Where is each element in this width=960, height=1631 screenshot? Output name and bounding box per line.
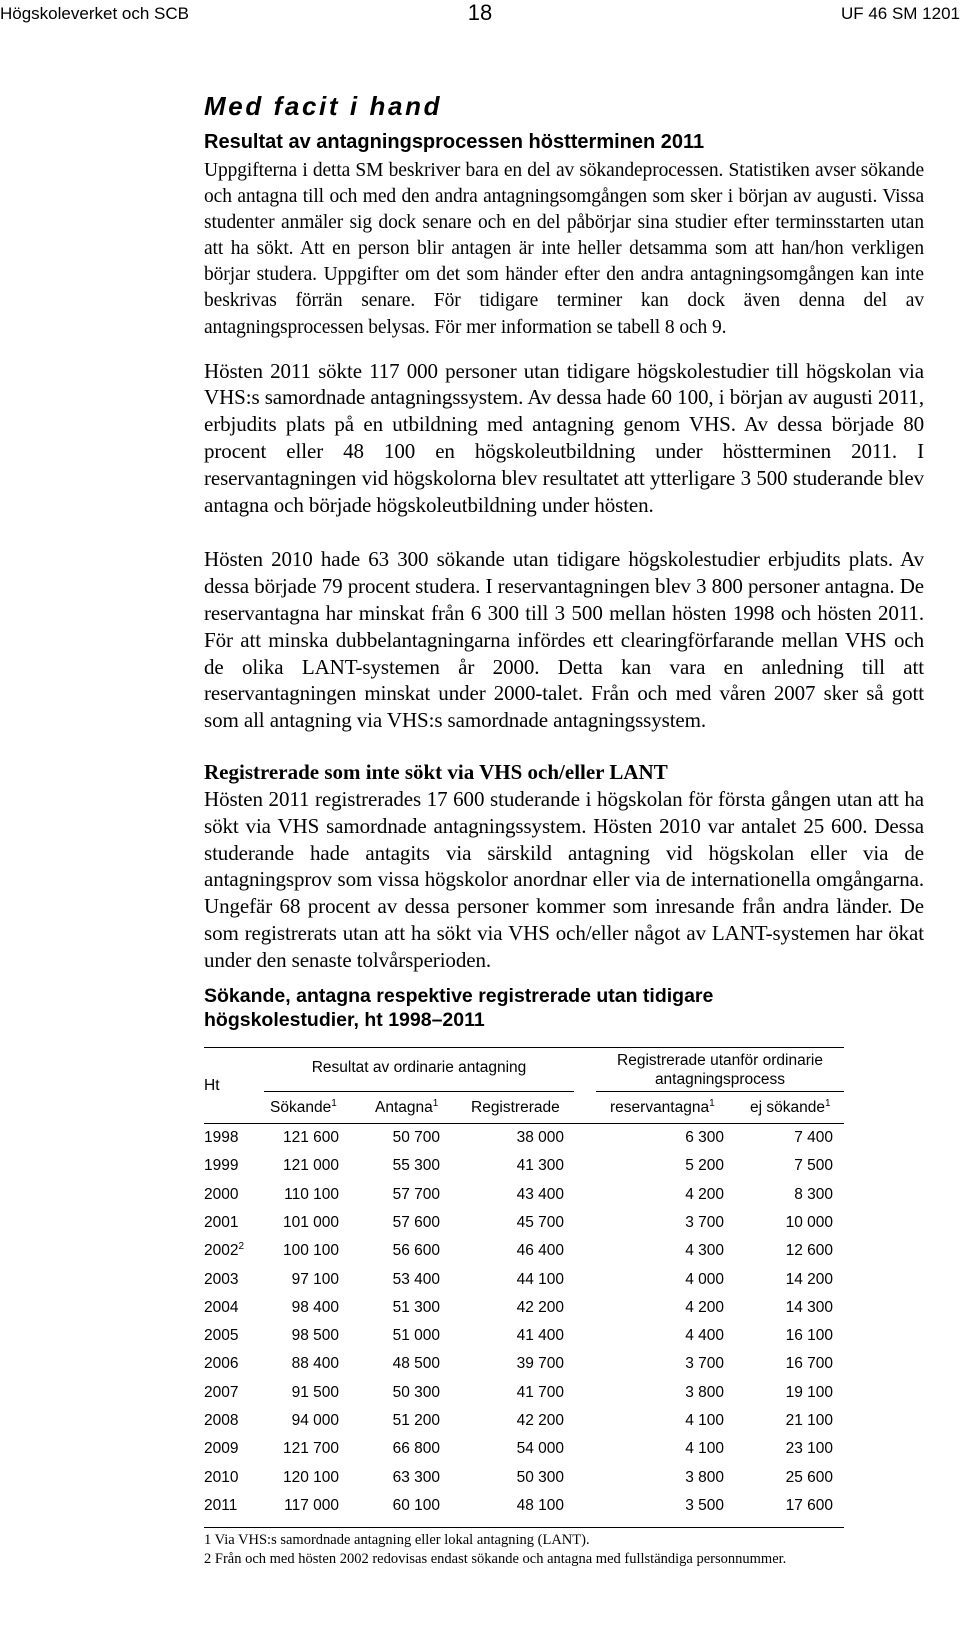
cell-antagna: 53 400 <box>392 1270 440 1288</box>
cell-antagna: 48 500 <box>392 1355 440 1373</box>
cell-ej: 14 300 <box>785 1298 833 1316</box>
cell-sokande: 121 600 <box>282 1129 339 1146</box>
cell-ht: 2004 <box>204 1298 239 1316</box>
page-header <box>0 0 960 28</box>
footnote-1: 1 Via VHS:s samordnade antagning eller lokal antagning (LANT). <box>204 1532 590 1548</box>
column-header-reservantagna: reservantagna$^1$ <box>610 1097 715 1116</box>
cell-sokande: 91 500 <box>291 1383 339 1401</box>
section-heading: Registrerade som inte sökt via VHS och/eller LANT <box>204 760 668 785</box>
cell-ej: 14 200 <box>785 1270 833 1288</box>
cell-antagna: 51 300 <box>392 1298 440 1316</box>
cell-sokande: 117 000 <box>284 1496 339 1514</box>
cell-antagna: 60 100 <box>392 1496 440 1514</box>
column-header-antagna: Antagna$^1$ <box>375 1097 439 1116</box>
table-row <box>204 1497 844 1517</box>
cell-registrerade: 41 700 <box>516 1383 564 1401</box>
group-rule-ordinarie <box>264 1091 574 1092</box>
cell-ht: 2003 <box>204 1270 239 1288</box>
cell-antagna: 57 700 <box>392 1185 440 1203</box>
paragraph-4: Hösten 2011 registrerades 17 600 studerande i högskolan för första gången utan att ha sökt via VHS samordnade antagningssystem. Hösten 2010 var antalet 25 600. Dessa studerande hade antagits via särskild antagning vid högskolan eller via de antagningsprov som vissa högskolor anordnar eller via de internationella omgångarna. Ungefär 68 procent av dessa personer kommer som inresande från andra länder. De som registrerats utan att ha sökt via VHS och/eller något av LANT-systemen har ökat under den senaste tolvårsperioden. <box>204 787 924 972</box>
column-header-ht: Ht <box>204 1077 220 1094</box>
cell-ht: 2002$^2$ <box>204 1241 245 1260</box>
cell-registrerade: 42 200 <box>516 1298 564 1316</box>
cell-reserv: 3 500 <box>685 1496 724 1514</box>
cell-ht: 2005 <box>204 1327 239 1345</box>
paragraph-2: Hösten 2011 sökte 117 000 personer utan tidigare högskolestudier till högskolan via VHS:s samordnade antagningssystem. Av dessa hade 60 100, i början av augusti 2011, erbjudits plats på en utbildning med antagning genom VHS. Av dessa började 80 procent eller 48 100 en högskoleutbildning under höstterminen 2011. I reservantagningen vid högskolorna blev resultatet att ytterligare 3 500 studerande blev antagna och började högskoleutbildning under hösten. <box>204 358 924 517</box>
column-header-registrerade: Registrerade <box>471 1099 560 1116</box>
cell-ej: 21 100 <box>785 1412 833 1429</box>
cell-ej: 16 100 <box>785 1327 833 1345</box>
cell-reserv: 4 300 <box>685 1242 724 1260</box>
main-content <box>204 86 924 1032</box>
table-row <box>204 1129 844 1149</box>
column-header-ej-sokande: ej sökande$^1$ <box>750 1097 831 1116</box>
group-header-ordinarie: Resultat av ordinarie antagning <box>311 1059 527 1076</box>
table-row <box>204 1271 844 1291</box>
cell-reserv: 4 200 <box>685 1298 724 1316</box>
table-row <box>204 1384 844 1404</box>
cell-ht: 1999 <box>204 1157 239 1175</box>
table-row <box>204 1412 844 1432</box>
cell-ej: 17 600 <box>785 1496 833 1514</box>
cell-ht: 2007 <box>204 1383 239 1401</box>
table-row <box>204 1440 844 1460</box>
cell-registrerade: 41 400 <box>516 1327 564 1345</box>
header-publisher: Högskoleverket och SCB <box>0 4 189 23</box>
cell-reserv: 3 800 <box>685 1468 724 1486</box>
cell-registrerade: 39 700 <box>516 1355 564 1373</box>
cell-ht: 2001 <box>204 1213 239 1231</box>
cell-ej: 7 500 <box>794 1157 833 1175</box>
group-header-registrerade-line1: Registrerade utanför ordinarie <box>617 1052 823 1069</box>
cell-ht: 2000 <box>204 1185 239 1203</box>
cell-antagna: 50 300 <box>392 1383 440 1401</box>
cell-antagna: 56 600 <box>392 1242 440 1260</box>
cell-sokande: 88 400 <box>291 1355 339 1373</box>
cell-antagna: 57 600 <box>392 1213 440 1231</box>
cell-sokande: 120 100 <box>282 1468 339 1486</box>
table-row <box>204 1327 844 1347</box>
footnote-2: 2 Från och med hösten 2002 redovisas endast sökande och antagna med fullständiga personnummer. <box>204 1551 787 1567</box>
cell-registrerade: 48 100 <box>516 1496 564 1514</box>
table-row <box>204 1242 844 1262</box>
footnote-mark: 2 <box>238 1241 245 1253</box>
cell-registrerade: 54 000 <box>516 1440 564 1458</box>
cell-sokande: 121 700 <box>282 1440 339 1458</box>
table-row <box>204 1299 844 1319</box>
cell-ej: 10 000 <box>785 1213 833 1231</box>
cell-ht: 2008 <box>204 1412 239 1429</box>
cell-ej: 25 600 <box>785 1468 833 1486</box>
cell-ej: 16 700 <box>785 1355 833 1373</box>
cell-ht: 1998 <box>204 1129 239 1146</box>
cell-ej: 12 600 <box>785 1242 833 1260</box>
cell-ht: 2006 <box>204 1355 239 1373</box>
cell-ej: 19 100 <box>785 1383 833 1401</box>
cell-sokande: 94 000 <box>291 1412 339 1429</box>
table-header-rule <box>204 1123 844 1124</box>
table-title-line1: Sökande, antagna respektive registrerade utan tidigare <box>204 984 714 1007</box>
cell-sokande: 100 100 <box>282 1242 339 1260</box>
cell-ht: 2010 <box>204 1468 239 1486</box>
cell-ej: 7 400 <box>794 1129 833 1146</box>
cell-reserv: 4 200 <box>685 1185 724 1203</box>
column-header-sokande: Sökande$^1$ <box>270 1097 337 1116</box>
table-row <box>204 1469 844 1489</box>
cell-registrerade: 41 300 <box>516 1157 564 1175</box>
cell-reserv: 4 400 <box>685 1327 724 1345</box>
paragraph-1: Uppgifterna i detta SM beskriver bara en del av sökandeprocessen. Statistiken avser sökande och antagna till och med den andra antagningsomgången som sker i början av augusti. Vissa studenter anmäler sig dock senare och en del påbörjar sina studier efter terminsstarten utan att ha sökt. Att en person blir antagen är inte heller detsamma som att han/hon verkligen börjar studera. Uppgifter om det som händer efter den andra antagningsomgången kan inte beskrivas förrän senare. För tidigare terminer kan dock även denna del av antagningsprocessen belysas. För mer information se tabell 8 och 9. <box>204 160 924 338</box>
cell-ej: 23 100 <box>785 1440 833 1458</box>
cell-sokande: 98 500 <box>291 1327 339 1345</box>
cell-sokande: 121 000 <box>282 1157 339 1175</box>
cell-sokande: 110 100 <box>284 1185 339 1203</box>
cell-registrerade: 44 100 <box>516 1270 564 1288</box>
group-header-registrerade-line2: antagningsprocess <box>654 1071 786 1088</box>
paragraph-3: Hösten 2010 hade 63 300 sökande utan tidigare högskolestudier erbjudits plats. Av dessa började 79 procent studera. I reservantagningen blev 3 800 personer antagna. De reservantagna har minskat från 6 300 till 3 500 mellan hösten 1998 och hösten 2011. För att minska dubbelantagningarna infördes ett clearingförfarande mellan VHS och de olika LANT-systemen år 2000. Detta kan vara en anledning till att reservantagningen minskat under 2000-talet. Från och med våren 2007 sker så gott som all antagning via VHS:s samordnade antagningssystem. <box>204 547 924 733</box>
cell-registrerade: 50 300 <box>516 1468 564 1486</box>
cell-reserv: 4 100 <box>685 1412 724 1429</box>
cell-reserv: 6 300 <box>685 1129 724 1146</box>
cell-reserv: 3 700 <box>685 1355 724 1373</box>
page-number: 18 <box>467 0 493 25</box>
cell-registrerade: 38 000 <box>516 1129 564 1146</box>
cell-antagna: 50 700 <box>392 1129 440 1146</box>
cell-antagna: 51 200 <box>392 1412 440 1429</box>
cell-antagna: 66 800 <box>392 1440 440 1458</box>
table-top-rule <box>204 1047 844 1048</box>
cell-antagna: 55 300 <box>392 1157 440 1175</box>
group-rule-registrerade <box>596 1091 844 1092</box>
page-subtitle: Resultat av antagningsprocessen höstterminen 2011 <box>204 131 705 153</box>
cell-reserv: 4 000 <box>685 1270 724 1288</box>
cell-reserv: 4 100 <box>685 1440 724 1458</box>
table-row <box>204 1157 844 1177</box>
cell-sokande: 97 100 <box>291 1270 339 1288</box>
table-row <box>204 1186 844 1206</box>
cell-registrerade: 43 400 <box>516 1185 564 1203</box>
cell-registrerade: 46 400 <box>516 1242 564 1260</box>
cell-sokande: 101 000 <box>282 1213 339 1231</box>
cell-ej: 8 300 <box>794 1185 833 1203</box>
group-header-registrerade <box>596 1051 844 1089</box>
table-row <box>204 1355 844 1375</box>
header-series: UF 46 SM 1201 <box>840 4 960 23</box>
cell-reserv: 3 700 <box>685 1213 724 1231</box>
page-title: Med facit i hand <box>204 91 443 121</box>
cell-reserv: 5 200 <box>685 1157 724 1175</box>
cell-registrerade: 45 700 <box>516 1213 564 1231</box>
cell-sokande: 98 400 <box>291 1298 339 1316</box>
cell-reserv: 3 800 <box>685 1383 724 1401</box>
cell-ht: 2009 <box>204 1440 239 1458</box>
cell-antagna: 51 000 <box>392 1327 440 1345</box>
table-title-line2: högskolestudier, ht 1998–2011 <box>204 1008 485 1031</box>
cell-ht: 2011 <box>204 1496 238 1514</box>
table-row <box>204 1214 844 1234</box>
cell-registrerade: 42 200 <box>516 1412 564 1429</box>
cell-antagna: 63 300 <box>392 1468 440 1486</box>
table-bottom-rule <box>204 1527 844 1528</box>
